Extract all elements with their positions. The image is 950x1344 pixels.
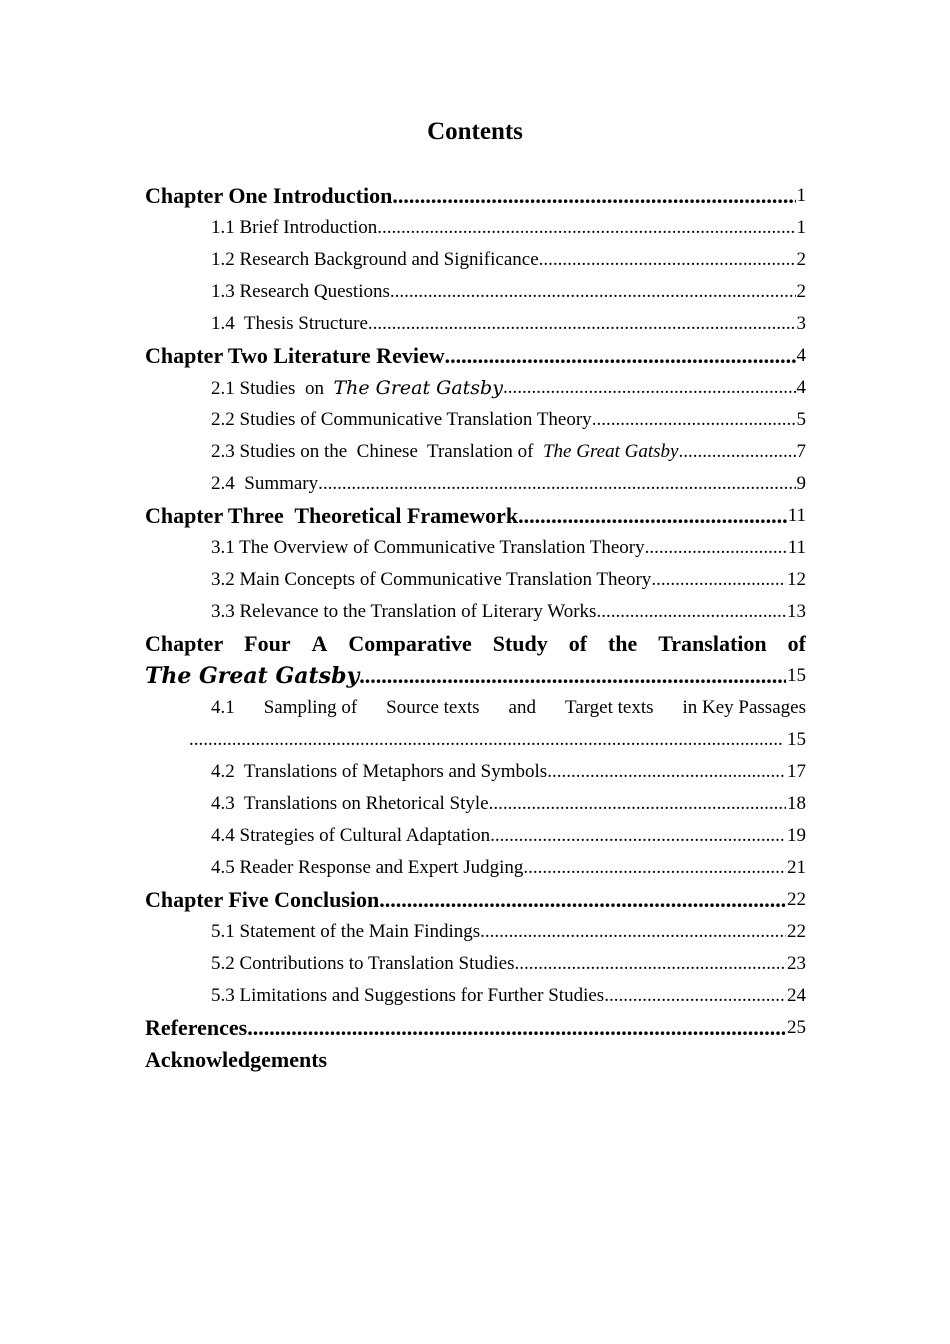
toc-label: 1.2 Research Background and Significance <box>211 249 539 270</box>
toc-section-2-2[interactable] <box>145 404 806 436</box>
toc-chapter-4-line2[interactable] <box>145 660 806 692</box>
dot-leader <box>678 441 795 463</box>
toc-word: Translation <box>658 631 767 656</box>
book-title: The Great Gatsby <box>542 441 679 462</box>
book-title: The Great Gatsby <box>145 663 360 689</box>
toc-page-number: 22 <box>787 921 806 942</box>
dot-leader <box>377 217 795 239</box>
dot-leader <box>604 985 786 1007</box>
toc-page-number: 12 <box>787 569 806 590</box>
toc-page-number: 15 <box>787 729 806 750</box>
toc-word: Comparative <box>348 631 472 656</box>
dot-leader <box>523 857 786 879</box>
dot-leader <box>379 887 786 913</box>
toc-label: 4.2 Translations of Metaphors and Symbols <box>211 761 548 782</box>
toc-section-1-3[interactable] <box>145 276 806 308</box>
toc-label: 1.1 Brief Introduction <box>211 217 378 238</box>
toc-label: References <box>145 1015 248 1040</box>
toc-word: the <box>607 631 638 656</box>
toc-page-number: 23 <box>787 953 806 974</box>
dot-leader <box>445 343 796 369</box>
toc-label: 4.3 Translations on Rhetorical Style <box>211 793 489 814</box>
dot-leader <box>503 377 796 399</box>
toc-section-2-3[interactable] <box>145 436 806 468</box>
toc-label: 1.4 Thesis Structure <box>211 313 368 334</box>
dot-leader <box>390 281 796 303</box>
toc-section-4-1-line2[interactable] <box>145 724 806 756</box>
toc-page-number: 17 <box>787 761 806 782</box>
toc-page-number: 25 <box>787 1017 806 1038</box>
toc-page-number: 7 <box>796 441 806 462</box>
dot-leader <box>651 569 786 591</box>
toc-section-4-5[interactable] <box>145 852 806 884</box>
toc-section-5-2[interactable] <box>145 948 806 980</box>
toc-label: 5.2 Contributions to Translation Studies <box>211 953 515 974</box>
toc-section-3-2[interactable] <box>145 564 806 596</box>
toc-section-4-2[interactable] <box>145 756 806 788</box>
dot-leader <box>645 537 787 559</box>
toc-word: Source texts <box>386 697 480 718</box>
toc-word: in Key Passages <box>682 697 806 718</box>
toc-label <box>145 663 359 689</box>
toc-word: Four <box>244 631 291 656</box>
toc-label: 2.4 Summary <box>211 473 319 494</box>
toc-label: 5.3 Limitations and Suggestions for Further Studies <box>211 985 605 1006</box>
book-title: The Great Gatsby <box>333 376 503 399</box>
toc-label: 3.2 Main Concepts of Communicative Translation Theory <box>211 569 652 590</box>
toc-label <box>211 377 503 400</box>
toc-page-number: 24 <box>787 985 806 1006</box>
toc-section-1-2[interactable] <box>145 244 806 276</box>
toc-section-1-1[interactable] <box>145 212 806 244</box>
toc-page-number: 3 <box>796 313 806 334</box>
toc-label: 1.3 Research Questions <box>211 281 390 302</box>
toc-references[interactable] <box>145 1012 806 1044</box>
toc-word: 4.1 <box>211 697 235 718</box>
dot-leader <box>490 825 786 847</box>
toc-word: Study <box>492 631 548 656</box>
toc-section-3-1[interactable] <box>145 532 806 564</box>
toc-page-number: 2 <box>796 281 806 302</box>
dot-leader <box>547 761 786 783</box>
toc-chapter-2[interactable] <box>145 340 806 372</box>
toc-page-number: 18 <box>787 793 806 814</box>
toc-label <box>211 441 678 463</box>
table-of-contents <box>145 180 806 1076</box>
toc-section-4-3[interactable] <box>145 788 806 820</box>
dot-leader <box>539 249 796 271</box>
dot-leader <box>189 729 783 751</box>
toc-page-number: 21 <box>787 857 806 878</box>
toc-page-number: 11 <box>787 505 806 526</box>
dot-leader <box>392 183 795 209</box>
toc-section-5-3[interactable] <box>145 980 806 1012</box>
dot-leader <box>247 1015 786 1041</box>
toc-word: Sampling of <box>263 697 358 718</box>
dot-leader <box>592 409 796 431</box>
dot-leader <box>518 503 787 529</box>
dot-leader <box>359 663 786 689</box>
toc-section-5-1[interactable] <box>145 916 806 948</box>
toc-word: of <box>787 631 806 656</box>
toc-chapter-1[interactable] <box>145 180 806 212</box>
toc-label: Chapter One Introduction <box>145 183 393 208</box>
toc-word: and <box>508 697 536 718</box>
toc-section-4-1-line1[interactable] <box>145 692 806 724</box>
dot-leader <box>596 601 786 623</box>
page-title: Contents <box>427 118 523 145</box>
toc-page-number: 13 <box>787 601 806 622</box>
toc-page-number: 1 <box>796 217 806 238</box>
toc-page-number: 5 <box>796 409 806 430</box>
toc-label: 4.4 Strategies of Cultural Adaptation <box>211 825 491 846</box>
toc-label: Acknowledgements <box>145 1047 328 1072</box>
toc-label: 3.3 Relevance to the Translation of Literary Works <box>211 601 597 622</box>
toc-page-number: 11 <box>787 537 806 558</box>
toc-word: Target texts <box>564 697 654 718</box>
toc-section-2-4[interactable] <box>145 468 806 500</box>
toc-section-1-4[interactable] <box>145 308 806 340</box>
toc-chapter-4-line1[interactable] <box>145 628 806 660</box>
toc-label <box>145 631 806 657</box>
toc-page-number: 22 <box>787 889 806 910</box>
dot-leader <box>480 921 786 943</box>
toc-label: Chapter Two Literature Review <box>145 343 445 368</box>
toc-section-2-1[interactable] <box>145 372 806 404</box>
toc-label-prefix: 2.1 Studies on <box>211 377 334 399</box>
dot-leader <box>318 473 795 495</box>
dot-leader <box>515 953 786 975</box>
toc-label: 3.1 The Overview of Communicative Translation Theory <box>211 537 645 558</box>
toc-label <box>211 697 806 719</box>
toc-label: 5.1 Statement of the Main Findings <box>211 921 481 942</box>
toc-label: Chapter Five Conclusion <box>145 887 380 912</box>
toc-chapter-3[interactable] <box>145 500 806 532</box>
toc-page-number: 2 <box>796 249 806 270</box>
toc-label: 4.5 Reader Response and Expert Judging <box>211 857 524 878</box>
toc-page-number: 19 <box>787 825 806 846</box>
toc-section-3-3[interactable] <box>145 596 806 628</box>
toc-page-number: 4 <box>796 377 806 398</box>
toc-word: of <box>568 631 588 656</box>
toc-label: Chapter Three Theoretical Framework <box>145 503 519 528</box>
toc-page-number: 9 <box>796 473 806 494</box>
toc-page-number: 1 <box>796 185 806 206</box>
toc-word: A <box>311 631 328 656</box>
toc-label: 2.2 Studies of Communicative Translation Theory <box>211 409 592 430</box>
dot-leader <box>368 313 796 335</box>
toc-section-4-4[interactable] <box>145 820 806 852</box>
toc-word: Chapter <box>145 631 224 656</box>
toc-acknowledgements[interactable] <box>145 1044 806 1076</box>
toc-page-number: 15 <box>787 665 806 686</box>
toc-label-prefix: 2.3 Studies on the Chinese Translation of <box>211 441 543 462</box>
toc-page-number: 4 <box>796 345 806 366</box>
dot-leader <box>489 793 786 815</box>
toc-chapter-5[interactable] <box>145 884 806 916</box>
